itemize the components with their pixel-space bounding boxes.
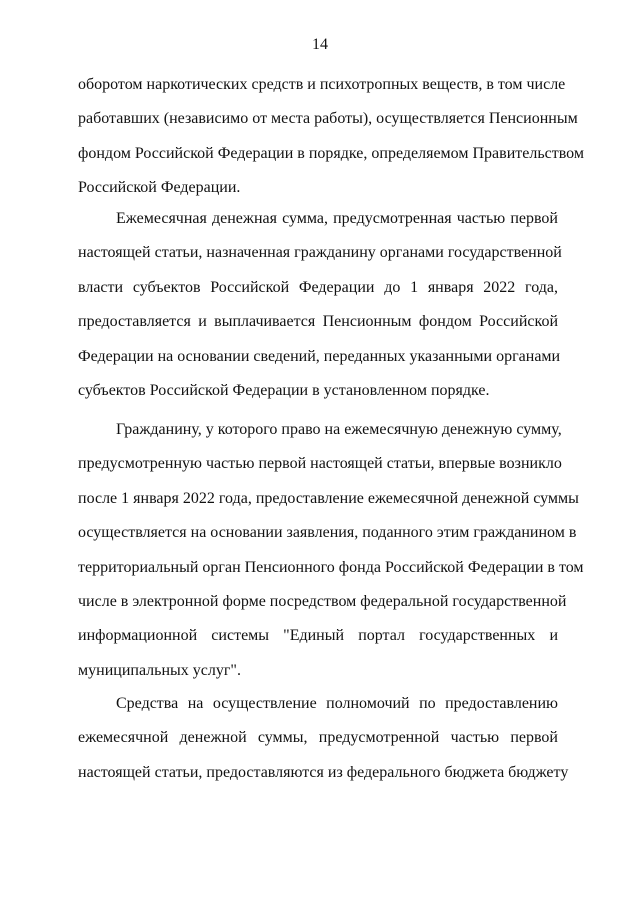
text-line: власти субъектов Российской Федерации до 1 января 2022 года, — [78, 278, 558, 296]
text-line: настоящей статьи, назначенная гражданину органами государственной — [78, 244, 562, 262]
paragraph-citizen-right — [78, 413, 584, 688]
text-line: числе в электронной форме посредством федеральной государственной — [78, 593, 567, 611]
text-line: ежемесячной денежной суммы, предусмотренной частью первой — [78, 729, 558, 747]
paragraph-monthly-sum — [78, 202, 562, 408]
text-line: Федерации на основании сведений, переданных указанными органами — [78, 347, 561, 365]
text-line: Ежемесячная денежная сумма, предусмотренная частью первой — [116, 210, 558, 227]
page-number: 14 — [312, 36, 328, 53]
text-line: предусмотренную частью первой настоящей статьи, впервые возникло — [78, 455, 562, 473]
text-line: территориальный орган Пенсионного фонда Российской Федерации в том — [78, 558, 584, 576]
text-line: фондом Российской Федерации в порядке, определяемом Правительством — [78, 144, 584, 162]
paragraph-funds — [78, 687, 569, 790]
text-line: Гражданину, у которого право на ежемесячную денежную сумму, — [116, 421, 562, 438]
paragraph-continuation — [78, 68, 584, 206]
text-line: субъектов Российской Федерации в установленном порядке. — [78, 382, 490, 400]
text-line: Средства на осуществление полномочий по предоставлению — [116, 695, 558, 712]
text-line: информационной системы "Единый портал государственных и — [78, 627, 558, 645]
text-line: после 1 января 2022 года, предоставление ежемесячной денежной суммы — [78, 489, 579, 507]
text-line: работавших (независимо от места работы), осуществляется Пенсионным — [78, 110, 578, 128]
text-line: оборотом наркотических средств и психотропных веществ, в том числе — [78, 76, 566, 93]
text-line: осуществляется на основании заявления, поданного этим гражданином в — [78, 524, 577, 542]
text-line: настоящей статьи, предоставляются из федерального бюджета бюджету — [78, 763, 569, 781]
text-line: предоставляется и выплачивается Пенсионным фондом Российской — [78, 313, 558, 331]
text-line: Российской Федерации. — [78, 179, 241, 197]
text-line: муниципальных услуг". — [78, 661, 241, 679]
